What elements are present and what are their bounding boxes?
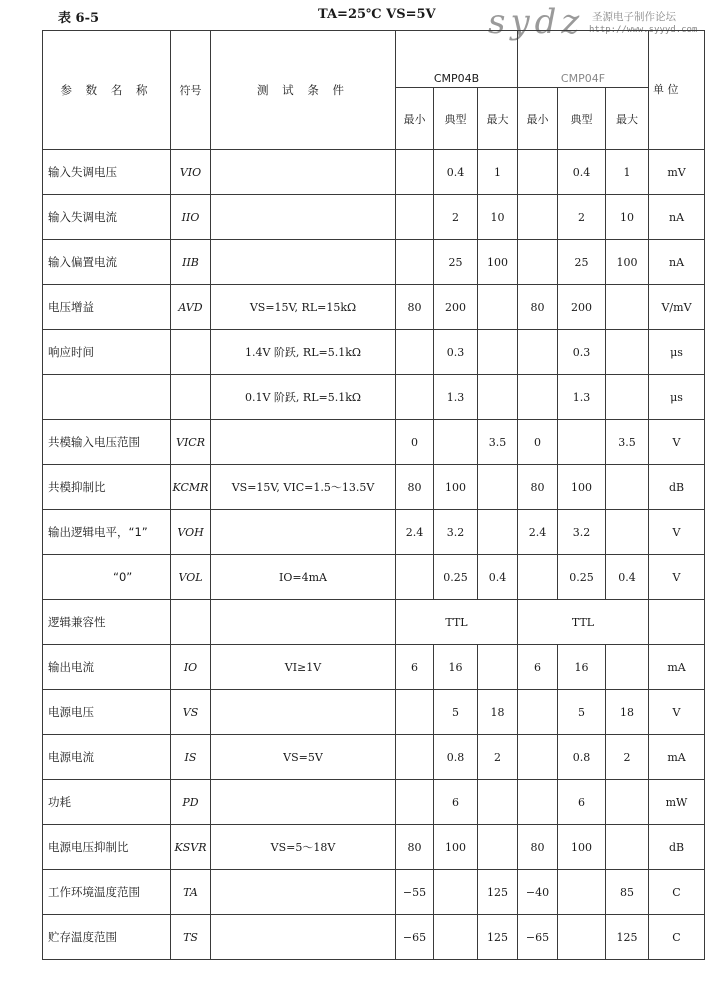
cmp04b-min: 6 [396,645,434,690]
test-condition [211,195,396,240]
unit: dB [649,465,705,510]
cmp04f-min [518,150,558,195]
param-name: 响应时间 [43,330,171,375]
cmp04f-typ: 0.8 [558,735,606,780]
table-row [43,600,705,645]
symbol [171,375,211,420]
cmp04b-min: 80 [396,465,434,510]
header-sub: 典型 [558,88,606,150]
table-row [43,420,705,465]
cmp04f-typ: 200 [558,285,606,330]
cmp04b-max [478,375,518,420]
cmp04f-max: 10 [606,195,649,240]
cmp04f-max: 125 [606,915,649,960]
cmp04b-max: 125 [478,870,518,915]
cmp04f-max [606,510,649,555]
header-symbol: 符号 [171,31,211,150]
unit: C [649,915,705,960]
cmp04f-min: 80 [518,465,558,510]
test-condition: VS=5V [211,735,396,780]
cmp04b-max: 100 [478,240,518,285]
table-row [43,465,705,510]
cmp04b-min [396,780,434,825]
symbol: TS [171,915,211,960]
cmp04b-min [396,240,434,285]
test-condition: VS=15V, RL=15kΩ [211,285,396,330]
cmp04f-typ [558,915,606,960]
cmp04f-min: 80 [518,285,558,330]
cmp04b-typ: 100 [434,825,478,870]
cmp04f-max: 2 [606,735,649,780]
cmp04b-max: 18 [478,690,518,735]
cmp04f-typ: 5 [558,690,606,735]
cmp04b-typ: 1.3 [434,375,478,420]
cmp04f-min [518,195,558,240]
cmp04f-typ: 3.2 [558,510,606,555]
cmp04b-min [396,735,434,780]
table-row [43,195,705,240]
cmp04b-typ: 25 [434,240,478,285]
test-condition [211,420,396,465]
cmp04b-typ: 0.3 [434,330,478,375]
table-row [43,555,705,600]
cmp04b-max [478,825,518,870]
test-condition: IO=4mA [211,555,396,600]
cmp04f-min: 2.4 [518,510,558,555]
cmp04f-max: 1 [606,150,649,195]
unit: V [649,690,705,735]
cmp04f-min [518,780,558,825]
unit: mW [649,780,705,825]
symbol: IIB [171,240,211,285]
cmp04f-max: 85 [606,870,649,915]
table-row [43,510,705,555]
param-name: 输出逻辑电平，“1” [43,510,171,555]
cmp04f-min [518,735,558,780]
cmp04f-typ: 25 [558,240,606,285]
test-condition [211,780,396,825]
cmp04b-min: 2.4 [396,510,434,555]
unit [649,600,705,645]
cmp04b-max: 10 [478,195,518,240]
cmp04b-min [396,375,434,420]
symbol [171,330,211,375]
cmp04b-min: −65 [396,915,434,960]
cmp04f-max: 3.5 [606,420,649,465]
cmp04f-min: −65 [518,915,558,960]
cmp04f-typ: 1.3 [558,375,606,420]
table-row [43,735,705,780]
table-row [43,825,705,870]
watermark-text: 圣源电子制作论坛 [592,11,676,23]
cmp04b-min [396,195,434,240]
spec-table [42,30,705,960]
unit: V/mV [649,285,705,330]
symbol: KSVR [171,825,211,870]
cmp04f-max [606,375,649,420]
test-condition [211,600,396,645]
param-name: 电源电压 [43,690,171,735]
unit: V [649,555,705,600]
cmp04b-typ [434,420,478,465]
cmp04f-typ [558,420,606,465]
cmp04f-min: −40 [518,870,558,915]
cmp04f-min [518,330,558,375]
cmp04b-max: 1 [478,150,518,195]
cmp04f-min: 0 [518,420,558,465]
cmp04f-min [518,690,558,735]
table-row [43,645,705,690]
header-test-conditions: 测 试 条 件 [211,31,396,150]
cmp04f-typ: 0.3 [558,330,606,375]
cmp04f-max: 100 [606,240,649,285]
param-name: 电源电流 [43,735,171,780]
symbol: TA [171,870,211,915]
symbol: AVD [171,285,211,330]
cmp04b-min [396,330,434,375]
cmp04f-max: 0.4 [606,555,649,600]
cmp04b-max [478,510,518,555]
cmp04b-min: 80 [396,825,434,870]
table-row [43,375,705,420]
header-sub: 最小 [518,88,558,150]
test-condition [211,870,396,915]
cmp04b-min: 80 [396,285,434,330]
cmp04b-max [478,645,518,690]
cmp04b-typ: 3.2 [434,510,478,555]
unit: mA [649,735,705,780]
symbol: VOH [171,510,211,555]
cmp04b-min: 0 [396,420,434,465]
unit: μs [649,330,705,375]
cmp04f-min [518,240,558,285]
table-row [43,150,705,195]
cmp04b-min [396,150,434,195]
param-name: 共模输入电压范围 [43,420,171,465]
table-row [43,915,705,960]
symbol: VS [171,690,211,735]
test-condition [211,240,396,285]
unit: μs [649,375,705,420]
cmp04f-min: 80 [518,825,558,870]
table-label: 表 6-5 [58,11,100,26]
table-row [43,240,705,285]
header-sub: 最大 [606,88,649,150]
header-sub: 典型 [434,88,478,150]
param-name [43,375,171,420]
cmp04b-logic-compat: TTL [396,600,518,645]
cmp04b-max: 3.5 [478,420,518,465]
cmp04f-typ: 100 [558,825,606,870]
table-row [43,330,705,375]
param-name: 输入偏置电流 [43,240,171,285]
symbol: KCMR [171,465,211,510]
unit: V [649,510,705,555]
test-condition [211,150,396,195]
cmp04f-logic-compat: TTL [518,600,649,645]
table-body [43,150,705,960]
cmp04b-max [478,330,518,375]
header-device-f: CMP04F [518,31,649,88]
param-name: 电源电压抑制比 [43,825,171,870]
cmp04f-max [606,645,649,690]
table-row [43,285,705,330]
symbol: VIO [171,150,211,195]
unit: C [649,870,705,915]
cmp04f-min [518,375,558,420]
symbol: VICR [171,420,211,465]
table-row [43,870,705,915]
unit: mA [649,645,705,690]
header-sub: 最小 [396,88,434,150]
cmp04b-typ: 200 [434,285,478,330]
cmp04b-typ [434,870,478,915]
test-condition: VI≥1V [211,645,396,690]
cmp04b-typ: 0.4 [434,150,478,195]
param-name: 共模抑制比 [43,465,171,510]
param-name: 工作环境温度范围 [43,870,171,915]
cmp04f-typ: 16 [558,645,606,690]
test-condition: VS=15V, VIC=1.5～13.5V [211,465,396,510]
cmp04f-typ: 6 [558,780,606,825]
test-condition: 1.4V 阶跃, RL=5.1kΩ [211,330,396,375]
cmp04b-typ: 100 [434,465,478,510]
header-sub: 最大 [478,88,518,150]
cmp04b-max [478,780,518,825]
cmp04b-typ [434,915,478,960]
header-param-name: 参 数 名 称 [43,31,171,150]
param-name: “0” [43,555,171,600]
cmp04f-max [606,825,649,870]
cmp04b-max [478,285,518,330]
header-unit: 单 位 [649,31,705,150]
cmp04b-max: 2 [478,735,518,780]
cmp04f-typ: 2 [558,195,606,240]
watermark-url: http://www.syyyd.com [589,25,698,35]
cmp04f-max: 18 [606,690,649,735]
param-name: 逻辑兼容性 [43,600,171,645]
cmp04f-typ: 100 [558,465,606,510]
cmp04b-max [478,465,518,510]
unit: V [649,420,705,465]
symbol: VOL [171,555,211,600]
param-name: 功耗 [43,780,171,825]
cmp04f-typ: 0.4 [558,150,606,195]
symbol: IO [171,645,211,690]
unit: nA [649,195,705,240]
symbol: PD [171,780,211,825]
watermark-logo: sydz [488,2,585,42]
test-condition [211,915,396,960]
cmp04f-min [518,555,558,600]
param-name: 输入失调电流 [43,195,171,240]
cmp04f-min: 6 [518,645,558,690]
test-condition [211,510,396,555]
cmp04b-typ: 16 [434,645,478,690]
symbol: IS [171,735,211,780]
cmp04f-max [606,780,649,825]
table-conditions: TA=25℃ VS=5V [318,7,436,22]
cmp04b-max: 0.4 [478,555,518,600]
cmp04f-max [606,465,649,510]
test-condition: 0.1V 阶跃, RL=5.1kΩ [211,375,396,420]
cmp04b-typ: 0.8 [434,735,478,780]
cmp04f-typ: 0.25 [558,555,606,600]
param-name: 输入失调电压 [43,150,171,195]
cmp04b-min: −55 [396,870,434,915]
cmp04f-max [606,330,649,375]
unit: nA [649,240,705,285]
param-name: 电压增益 [43,285,171,330]
cmp04b-min [396,555,434,600]
param-name: 贮存温度范围 [43,915,171,960]
test-condition: VS=5～18V [211,825,396,870]
table-row [43,780,705,825]
param-name: 输出电流 [43,645,171,690]
cmp04f-max [606,285,649,330]
cmp04b-min [396,690,434,735]
symbol: IIO [171,195,211,240]
test-condition [211,690,396,735]
cmp04f-typ [558,870,606,915]
table-row [43,690,705,735]
cmp04b-typ: 5 [434,690,478,735]
cmp04b-max: 125 [478,915,518,960]
unit: dB [649,825,705,870]
cmp04b-typ: 0.25 [434,555,478,600]
symbol [171,600,211,645]
cmp04b-typ: 6 [434,780,478,825]
cmp04b-typ: 2 [434,195,478,240]
unit: mV [649,150,705,195]
header-device-b: CMP04B [396,31,518,88]
